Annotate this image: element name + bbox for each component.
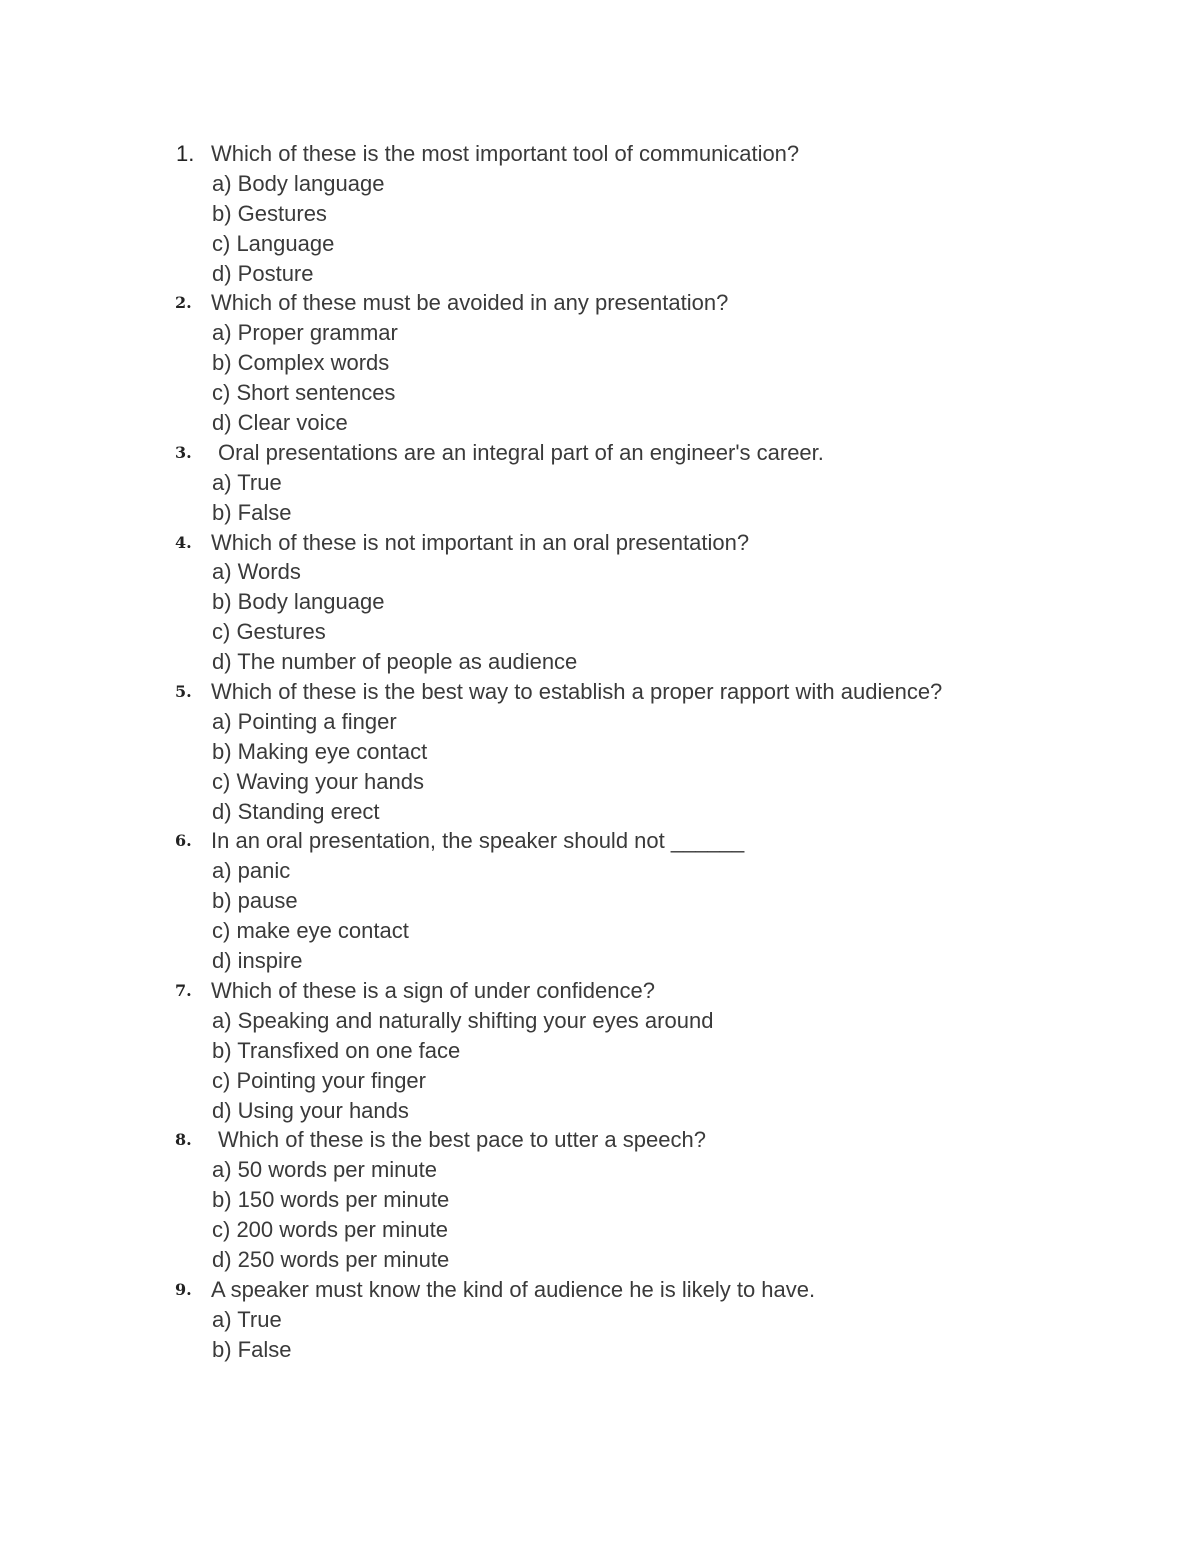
answer-option: a) True (212, 1306, 282, 1332)
question-text: Which of these must be avoided in any presentation? (211, 290, 729, 316)
answer-option: d) Posture (212, 260, 314, 286)
question-text: Which of these is a sign of under confidence? (211, 977, 655, 1003)
quiz-document (0, 139, 1200, 1365)
answer-option: c) Language (212, 230, 335, 256)
question-number: 6. (175, 831, 192, 851)
answer-option: d) Clear voice (212, 410, 348, 436)
answer-option: b) pause (212, 888, 298, 914)
answer-option: c) Pointing your finger (212, 1067, 426, 1093)
answer-option: b) Making eye contact (212, 738, 428, 764)
answer-option: a) Proper grammar (212, 320, 398, 346)
question-text: In an oral presentation, the speaker should not ______ (211, 828, 745, 854)
answer-option: b) Gestures (212, 200, 327, 226)
question-text: Which of these is the most important tool of communication? (211, 141, 800, 166)
question-number: 2. (175, 293, 192, 313)
answer-option: a) panic (212, 858, 291, 884)
question-text: Which of these is the best pace to utter a speech? (218, 1127, 706, 1153)
answer-option: d) Standing erect (212, 798, 380, 824)
answer-option: b) Body language (212, 589, 385, 615)
answer-option: d) Using your hands (212, 1097, 409, 1123)
question-number: 5. (175, 682, 192, 702)
answer-option: a) Pointing a finger (212, 708, 397, 734)
question-number: 8. (175, 1130, 192, 1150)
answer-option: b) Transfixed on one face (212, 1037, 461, 1063)
question-text: Oral presentations are an integral part of an engineer's career. (218, 439, 824, 465)
question-8 (0, 1125, 1200, 1274)
answer-option: d) 250 words per minute (212, 1246, 450, 1272)
answer-option: a) 50 words per minute (212, 1157, 437, 1183)
answer-option: b) False (212, 499, 292, 525)
answer-option: a) Words (212, 559, 301, 585)
question-text: A speaker must know the kind of audience he is likely to have. (211, 1276, 816, 1302)
answer-option: a) True (212, 469, 282, 495)
question-5 (0, 677, 1200, 826)
question-text: Which of these is not important in an oral presentation? (211, 529, 750, 555)
answer-option: d) inspire (212, 948, 303, 974)
answer-option: a) Speaking and naturally shifting your eyes around (212, 1007, 714, 1033)
question-9 (0, 1275, 1200, 1365)
question-number: 1. (176, 141, 195, 166)
answer-option: c) Short sentences (212, 380, 396, 406)
answer-option: c) 200 words per minute (212, 1217, 448, 1243)
answer-option: c) make eye contact (212, 918, 409, 944)
question-text: Which of these is the best way to establish a proper rapport with audience? (211, 679, 943, 705)
answer-option: a) Body language (212, 170, 385, 196)
question-3 (0, 438, 1200, 528)
answer-option: b) 150 words per minute (212, 1187, 450, 1213)
question-1 (0, 139, 1200, 288)
question-2 (0, 288, 1200, 437)
answer-option: b) Complex words (212, 350, 390, 376)
question-6 (0, 826, 1200, 975)
question-4 (0, 528, 1200, 677)
answer-option: c) Gestures (212, 619, 326, 645)
answer-option: d) The number of people as audience (212, 649, 578, 675)
question-7 (0, 976, 1200, 1125)
question-number: 3. (175, 442, 192, 462)
question-number: 7. (175, 980, 192, 1000)
answer-option: b) False (212, 1336, 292, 1362)
question-number: 9. (175, 1279, 192, 1299)
question-list (0, 139, 1200, 1365)
answer-option: c) Waving your hands (212, 768, 424, 794)
question-number: 4. (175, 532, 192, 552)
